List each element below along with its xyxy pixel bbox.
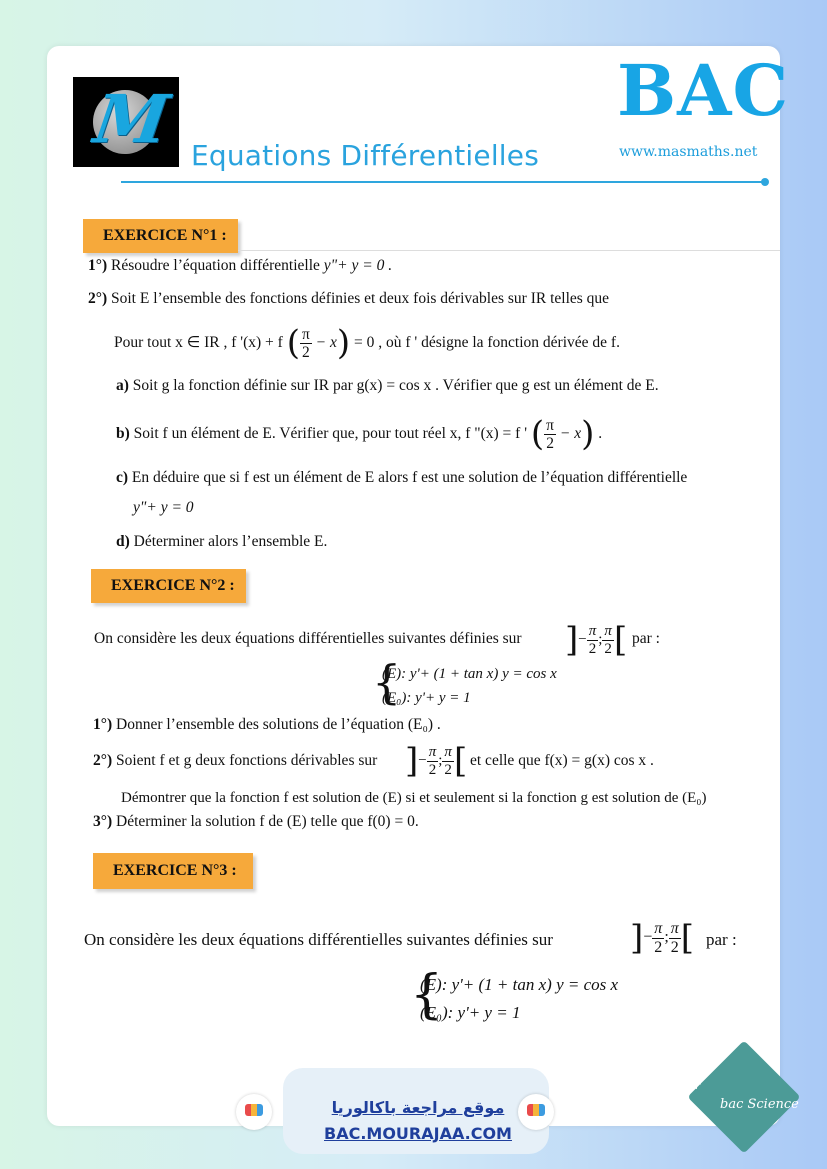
ex1-part-a — [116, 377, 659, 396]
interval-minus: − — [418, 752, 427, 769]
paren-close: ) — [581, 414, 595, 454]
bracket-open: ] — [630, 918, 644, 958]
ex1-q1-equation: y"+ y = 0 . — [323, 257, 393, 274]
pi-over-2: $\frac{\pi}{2}$ — [588, 623, 597, 657]
ex1-q2-number: 2°) — [88, 290, 108, 307]
ex1-b-minus-x: − x — [559, 424, 582, 442]
ex1-q2-minus-x: − x — [315, 333, 337, 351]
ex1-a-text: Soit g la fonction définie sur IR par g(x) = cos x . Vérifier que g est un élément de E. — [132, 377, 659, 394]
books-icon — [236, 1094, 272, 1130]
ex1-b-end: . — [598, 424, 603, 442]
ex1-part-d — [116, 533, 327, 552]
ex1-part-b — [116, 414, 602, 455]
bracket-close: [ — [613, 620, 628, 660]
ex1-question-1 — [88, 257, 392, 276]
pi-over-2: $\frac{\pi}{2}$ — [301, 325, 310, 361]
bracket-open: ] — [565, 620, 579, 660]
stamp-text: bac Science — [720, 1097, 799, 1112]
exercise-1-badge: EXERCICE N°1 : — [83, 219, 238, 253]
ex2-q2-demonstrate: Démontrer que la fonction f est solution de (E) si et seulement si la fonction g est solution de (E₀) — [121, 790, 707, 806]
ex1-d-text: Déterminer alors l’ensemble E. — [133, 533, 328, 550]
ex1-q2-condition-b: = 0 , où f ' désigne la fonction dérivée de f. — [354, 333, 620, 351]
ex3-interval — [630, 918, 694, 958]
exercise-2-badge: EXERCICE N°2 : — [91, 569, 246, 603]
interval-sep: ; — [598, 631, 603, 648]
bracket-close: [ — [453, 741, 468, 781]
ex1-a-label: a) — [116, 377, 129, 394]
footer-arabic-title[interactable]: موقع مراجعة باكالوريا — [331, 1098, 505, 1117]
ex3-intro: On considère les deux équations différentielles suivantes définies sur — [84, 930, 553, 949]
ex2-system — [372, 655, 592, 711]
ex2-question-3 — [93, 813, 419, 832]
interval-minus: − — [643, 928, 653, 946]
system-brace: { — [410, 965, 444, 1025]
ex2-question-1 — [93, 716, 441, 735]
ex1-d-label: d) — [116, 533, 130, 550]
interval-minus: − — [578, 631, 587, 648]
ex3-eq-E0: (E₀): y'+ y = 1 — [420, 1003, 521, 1022]
pi-over-2: $\frac{\pi}{2}$ — [604, 623, 612, 657]
ex1-q1-number: 1°) — [88, 257, 108, 274]
header-divider-dot — [761, 178, 769, 186]
exercise-1-rule — [238, 250, 780, 251]
ex3-eq-E: (E): y'+ (1 + tan x) y = cos x — [420, 975, 619, 994]
ex2-q3-text: Déterminer la solution f de (E) telle que f(0) = 0. — [116, 813, 419, 830]
page-title: Equations Différentielles — [191, 139, 539, 172]
pi-over-2: $\frac{\pi}{2}$ — [546, 416, 554, 452]
stamp-prefix: br — [688, 1079, 701, 1092]
footer-url[interactable]: BAC.MOURAJAA.COM — [324, 1124, 512, 1143]
ex2-question-2 — [93, 752, 377, 771]
ex1-c-equation: y"+ y = 0 — [133, 499, 194, 516]
ex2-eq-E: (E): y'+ (1 + tan x) y = cos x — [382, 666, 557, 682]
ex2-eq-E0: (E₀): y'+ y = 1 — [382, 690, 471, 706]
masmaths-logo — [73, 77, 179, 167]
pi-over-2: $\frac{\pi}{2}$ — [444, 744, 452, 778]
paren-close: ) — [336, 323, 351, 363]
bac-science-stamp — [688, 1049, 800, 1149]
ex2-interval — [565, 620, 627, 660]
ex1-q2-text: Soit E l’ensemble des fonctions définies et deux fois dérivables sur IR telles que — [111, 290, 610, 307]
ex1-question-2 — [88, 290, 609, 309]
ex2-q2-interval — [405, 741, 467, 781]
ex3-system — [410, 965, 650, 1027]
ex1-c-text: En déduire que si f est un élément de E alors f est une solution de l’équation différentielle — [131, 469, 688, 486]
ex1-part-c — [116, 469, 687, 488]
ex1-q2-condition — [114, 323, 620, 364]
ex1-b-label: b) — [116, 424, 130, 442]
ex1-q1-text: Résoudre l’équation différentielle — [111, 257, 320, 274]
header-divider — [121, 181, 764, 183]
ex2-q2-text: Soient f et g deux fonctions dérivables sur — [116, 752, 378, 769]
ex2-q2-number: 2°) — [93, 752, 113, 769]
system-brace: { — [372, 655, 402, 709]
interval-sep: ; — [664, 928, 669, 946]
bracket-close: [ — [680, 918, 695, 958]
ex3-par: par : — [706, 930, 737, 949]
ex2-intro: On considère les deux équations différentielles suivantes définies sur — [94, 630, 522, 647]
pi-over-2: $\frac{\pi}{2}$ — [654, 919, 663, 956]
books-icon — [518, 1094, 554, 1130]
ex1-b-text: Soit f un élément de E. Vérifier que, pour tout réel x, f "(x) = f ' — [133, 424, 528, 442]
logo-letter: M — [89, 80, 174, 158]
ex2-par: par : — [632, 630, 660, 647]
exercise-3-badge: EXERCICE N°3 : — [93, 853, 253, 889]
ex2-q1-number: 1°) — [93, 716, 113, 733]
ex2-q2-end: et celle que f(x) = g(x) cos x . — [470, 752, 654, 769]
paren-open: ( — [286, 323, 300, 363]
pi-over-2: $\frac{\pi}{2}$ — [428, 744, 437, 778]
paren-open: ( — [530, 414, 545, 454]
ex2-q3-number: 3°) — [93, 813, 113, 830]
interval-sep: ; — [438, 752, 443, 769]
pi-over-2: $\frac{\pi}{2}$ — [670, 919, 679, 956]
site-url[interactable]: www.masmaths.net — [619, 144, 758, 160]
ex1-q2-condition-a: Pour tout x ∈ IR , f '(x) + f — [114, 333, 283, 351]
ex2-q1-text: Donner l’ensemble des solutions de l’équation (E₀) . — [116, 716, 441, 733]
bracket-open: ] — [405, 741, 419, 781]
brand-bac: BAC — [617, 49, 790, 132]
ex1-c-label: c) — [116, 469, 129, 486]
